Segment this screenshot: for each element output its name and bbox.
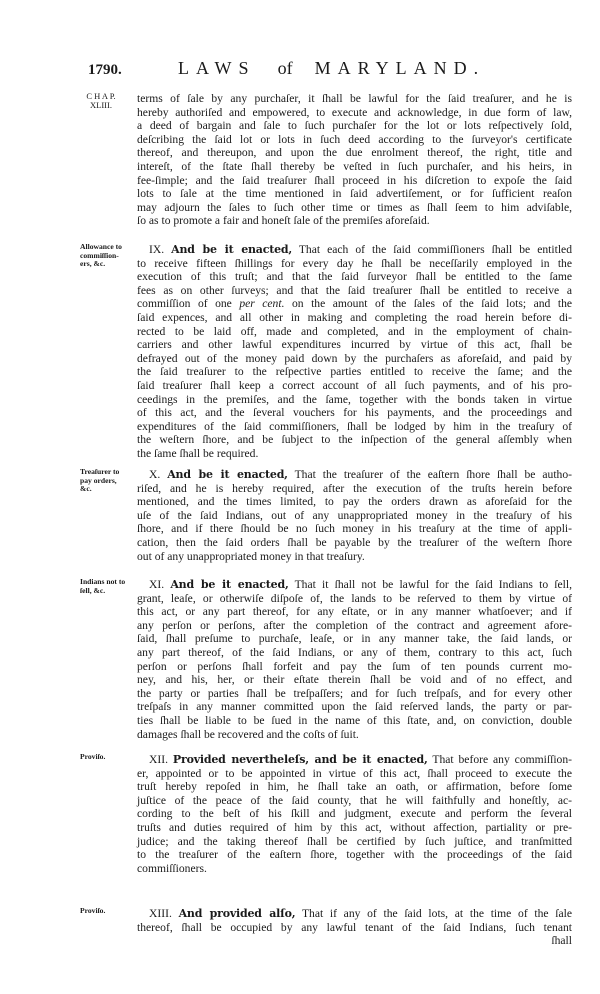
margin-note	[80, 468, 135, 494]
text-line: of this act, and the ſeveral vouchers for his payments, and the proceedings and	[137, 406, 572, 420]
text-line: the ſaid treaſurer to the reſpective parties entitled to receive the ſame; and the	[137, 365, 572, 379]
margin-note	[80, 243, 135, 269]
text-line: hereby authoriſed and empowered, to execute and acknowledge, in due form of law,	[137, 105, 572, 119]
text-line: expenditures of the ſaid commiſſioners, ſhall be lodged by him in the treaſury of	[137, 419, 572, 433]
text-line: carriers and other lawful expenditures incurred by virtue of this act, ſhall be	[137, 338, 572, 352]
law-section	[80, 467, 572, 563]
line-text: commiſſion of one	[137, 297, 232, 311]
line-text: That the treaſurer of the eaſtern ſhore ſhall be autho-	[294, 468, 572, 481]
section-opening-line	[137, 468, 572, 482]
text-line: fees as on other ſurveys; and that the ſaid treaſurer ſhall be entitled to receive a	[137, 283, 572, 297]
text-line: damages ſhall be recovered and the coſts of ſuit.	[137, 727, 359, 741]
text-line: cording to the beſt of his ſkill and judgment, execute and perform the ſeveral	[137, 807, 572, 821]
text-line: ceedings in the premiſes, and the ſame, together with the bonds taken in virtue	[137, 392, 572, 406]
section-opening-line	[137, 907, 572, 921]
text-line: thereof, ſhall be occupied by any lawful tenant of the ſaid Indians, ſuch tenant	[137, 920, 572, 934]
title-maryland: MARYLAND.	[314, 58, 486, 78]
text-line: ties ſhall be liable to be ſued in the name of this ſtate, and, on conviction, double	[137, 713, 572, 727]
text-line: grant, leaſe, or otherwiſe diſpoſe of, the lands to be reſerved to them by virtue of	[137, 591, 572, 605]
law-section	[80, 906, 572, 948]
enacting-phrase: And be it enacted,	[171, 243, 293, 256]
text-line: any part thereof, of the ſaid Indians, or any of them, contrary to this act, ſuch	[137, 645, 572, 659]
page-year: 1790.	[88, 62, 122, 78]
text-line: out of any unappropriated money in that treaſury.	[137, 549, 365, 563]
margin-note-line: Treaſurer to	[80, 467, 120, 476]
enacting-phrase: And be it enacted,	[170, 578, 289, 591]
margin-note-line: &c.	[80, 484, 92, 494]
text-line: truſt hereby repoſed in him, he ſhall take an oath, or affirmation, before ſome	[137, 780, 572, 794]
text-line: fee-ſimple; and the ſaid treaſurer ſhall proceed in his diſcretion to expoſe the ſaid	[137, 173, 572, 187]
section-number: XII.	[149, 753, 168, 766]
section-opening-line	[137, 578, 572, 592]
line-text: on the amount of the ſales of the ſaid lots; and the	[291, 297, 573, 311]
text-line: ney, and his, her, or their eſtate therein ſhall be void and of no effect, and	[137, 673, 572, 687]
text-line: juſtice of the peace of the ſaid county, that he will faithfully and honeſtly, ac-	[137, 793, 572, 807]
text-line: a deed of bargain and ſale to ſuch purchaſer for the lot or lots reſpectively ſold,	[137, 119, 572, 133]
catchword: ſhall	[551, 934, 572, 948]
text-line: terms of ſale by any purchaſer, it ſhall be lawful for the ſaid treaſurer, and he is	[137, 92, 572, 105]
page-title	[178, 58, 485, 79]
law-section	[80, 752, 572, 875]
text-line: defrayed out of the money paid down by the purchaſers as aforeſaid, and paid by	[137, 351, 572, 365]
text-line	[137, 297, 572, 311]
enacting-phrase: Provided nevertheleſs, and be it enacted,	[172, 753, 428, 766]
text-line: uſe of the ſaid Indians, out of any unappropriated money in the treaſury of his	[137, 508, 572, 522]
text-line: intereſt, of the ſtate ſhall thereby be veſted in ſuch purchaſer, and his heirs, in	[137, 159, 572, 173]
text-line: thereof, and thereupon, and upon the due enrolment thereof, the right, title and	[137, 146, 572, 160]
margin-note-line: XLIII.	[90, 99, 112, 110]
margin-note-line: pay orders,	[80, 475, 117, 485]
section-number: XIII.	[149, 907, 172, 920]
section-number: X.	[149, 468, 161, 481]
title-laws: LAWS	[178, 58, 256, 78]
italic-phrase: per cent.	[239, 297, 285, 311]
text-line: this act, or any part thereof, for any eſtate, or in any manner whatſoever; and if	[137, 605, 572, 619]
margin-note-line: Proviſo.	[80, 906, 106, 915]
line-text: That it ſhall not be lawful for the ſaid Indians to ſell,	[294, 578, 572, 591]
law-section	[80, 577, 572, 741]
margin-note-line: ſell, &c.	[80, 585, 106, 595]
line-text: That each of the ſaid commiſſioners ſhall be entitled	[298, 243, 572, 256]
line-text: That if any of the ſaid lots, at the time of the ſale	[301, 907, 572, 920]
text-line: ſaid treaſurer ſhall keep a correct account of all ſuch payments, and of his pro-	[137, 378, 572, 392]
section-number: XI.	[149, 578, 165, 591]
text-line: er, appointed or to be appointed in virtue of this act, ſhall proceed to execute the	[137, 766, 572, 780]
text-line: ſaid expences, and all other in making and completing the road herein before di-	[137, 310, 572, 324]
text-line: commiſſioners.	[137, 861, 207, 875]
text-line: the ſame ſhall be required.	[137, 446, 259, 460]
law-section	[80, 242, 573, 461]
text-line: rected to be laid off, made and completed, and in the employment of chain-	[137, 324, 572, 338]
text-line: lots to ſale at the time mentioned in ſaid advertiſement, or for ſufficient reaſon	[137, 187, 572, 201]
text-line: treſpaſs in any manner committed upon the ſaid reſerved lands, the party or par-	[137, 700, 572, 714]
margin-note-line: commiſſion-	[80, 250, 119, 260]
text-line: to the treaſurer of the eaſtern ſhore, together with the proceedings of the ſaid	[137, 848, 572, 862]
margin-note-line: Proviſo.	[80, 752, 106, 761]
enacting-phrase: And provided alſo,	[178, 907, 296, 920]
law-section	[86, 91, 572, 228]
text-line: ſo as to promote a fair and honeſt ſale of the premiſes aforeſaid.	[137, 214, 430, 228]
margin-note-line: C H A P.	[86, 91, 116, 101]
enacting-phrase: And be it enacted,	[167, 468, 288, 481]
text-line: may adjourn the ſales to ſuch other time or times as ſhall ſeem to him adviſable,	[137, 200, 572, 214]
section-opening-line	[137, 753, 572, 767]
text-line: cation, then the ſaid orders ſhall be payable by the treaſurer of the weſtern ſhore	[137, 535, 572, 549]
margin-note	[81, 92, 121, 109]
section-number: IX.	[149, 243, 165, 256]
text-line: judice; and the taking thereof ſhall be certified by ſuch juſtice, and tranſmitted	[137, 834, 572, 848]
text-line: any perſon or perſons, after the completion of the contract and agreement afore-	[137, 618, 572, 632]
running-header	[0, 58, 600, 82]
text-line: to receive fifteen ſhillings for every day he ſhall be neceſſarily employed in the	[137, 256, 572, 270]
text-line: truſts and duties required of him by this act, without affection, partiality or pre-	[137, 820, 572, 834]
text-line: riſed, and he is hereby required, after the execution of the truſts herein before	[137, 481, 572, 495]
margin-note	[80, 578, 135, 595]
section-opening-line	[137, 243, 572, 257]
margin-note-line: Allowance to	[80, 242, 122, 251]
title-of: of	[277, 58, 293, 78]
text-line: mentioned, and the times limited, to pay the orders drawn as aforeſaid for the	[137, 495, 572, 509]
text-line: execution of this truſt; and that the ſaid ſurveyor ſhall be entitled to the ſame	[137, 270, 572, 284]
text-line: the weſtern ſhore, and be ſubject to the inſpection of the general aſſembly when	[137, 433, 572, 447]
margin-note	[80, 753, 135, 762]
margin-note-line: ers, &c.	[80, 259, 106, 269]
text-line: deſcribing the ſaid lot or lots in ſuch deed according to the ſurveyor's certificate	[137, 132, 572, 146]
text-line: ſhore, and if there ſhould be no ſuch money in his treaſury at the time of appli-	[137, 522, 572, 536]
margin-note	[80, 907, 135, 916]
text-line: the party or parties ſhall be treſpaſſers; and for ſuch treſpaſs, and for every other	[137, 686, 572, 700]
text-line: ſaid, ſhall preſume to purchaſe, leaſe, or in any manner take, the ſaid lands, or	[137, 632, 572, 646]
line-text: That before any commiſſion-	[432, 753, 572, 766]
text-line: perſon or perſons ſhall forfeit and pay the ſum of ten pounds current mo-	[137, 659, 572, 673]
margin-note-line: Indians not to	[80, 577, 126, 586]
